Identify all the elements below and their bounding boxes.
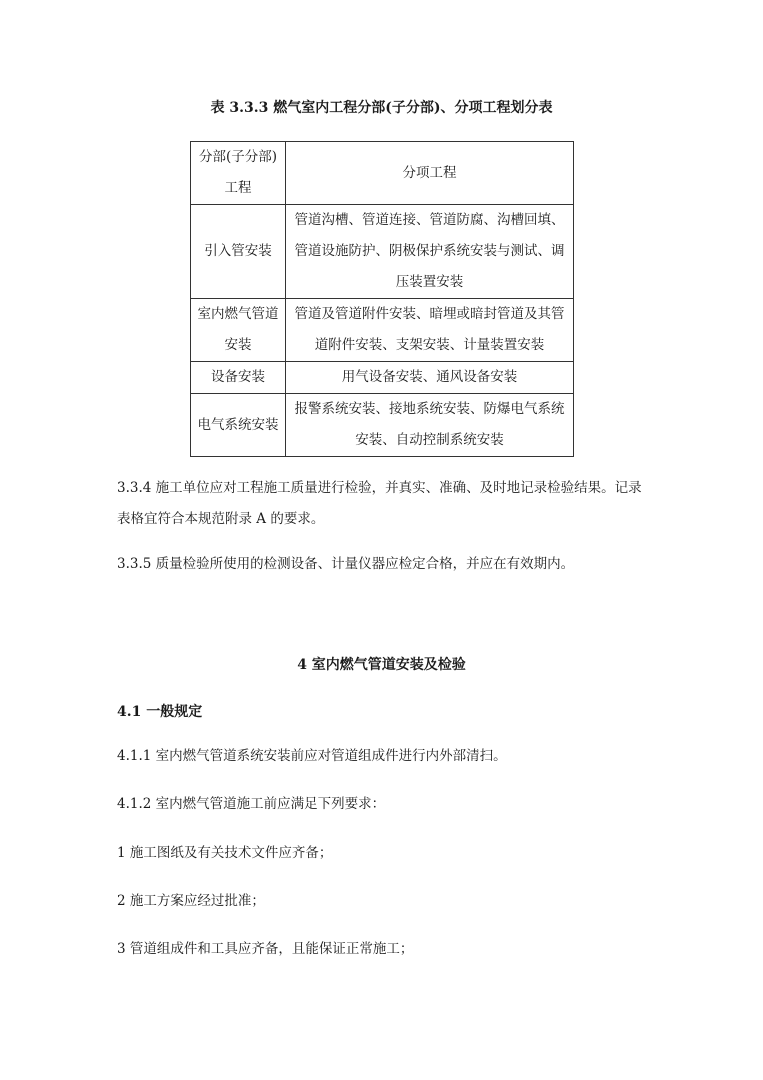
table-header-row xyxy=(191,142,574,205)
table-row xyxy=(191,299,574,362)
row-division: 设备安装 xyxy=(191,362,286,394)
list-item-2: 2 施工方案应经过批准； xyxy=(117,893,265,909)
table-row xyxy=(191,362,574,394)
row-items: 管道及管道附件安装、暗埋或暗封管道及其管道附件安装、支架安装、计量装置安装 xyxy=(286,299,574,362)
header-division: 分部(子分部)工程 xyxy=(191,142,286,205)
row-division: 引入管安装 xyxy=(191,205,286,299)
chapter-title: 4 室内燃气管道安装及检验 xyxy=(297,657,466,673)
row-division: 电气系统安装 xyxy=(191,394,286,457)
division-table xyxy=(190,141,574,457)
row-items: 用气设备安装、通风设备安装 xyxy=(286,362,574,394)
list-item-3: 3 管道组成件和工具应齐备，且能保证正常施工； xyxy=(117,941,414,957)
section-title: 4.1 一般规定 xyxy=(117,704,203,720)
paragraph-4-1-2: 4.1.2 室内燃气管道施工前应满足下列要求： xyxy=(117,796,386,812)
paragraph-4-1-1: 4.1.1 室内燃气管道系统安装前应对管道组成件进行内外部清扫。 xyxy=(117,748,507,764)
list-item-1: 1 施工图纸及有关技术文件应齐备； xyxy=(117,845,333,861)
table-row xyxy=(191,205,574,299)
table-title: 表 3.3.3 燃气室内工程分部(子分部)、分项工程划分表 xyxy=(210,100,553,116)
paragraph-3-3-5: 3.3.5 质量检验所使用的检测设备、计量仪器应检定合格，并应在有效期内。 xyxy=(117,556,575,572)
row-items: 管道沟槽、管道连接、管道防腐、沟槽回填、管道设施防护、阴极保护系统安装与测试、调压装置安装 xyxy=(286,205,574,299)
row-items: 报警系统安装、接地系统安装、防爆电气系统安装、自动控制系统安装 xyxy=(286,394,574,457)
paragraph-3-3-4: 3.3.4 施工单位应对工程施工质量进行检验，并真实、准确、及时地记录检验结果。记录表格宜符合本规范附录 A 的要求。 xyxy=(117,480,642,527)
header-items: 分项工程 xyxy=(286,142,574,205)
row-division: 室内燃气管道安装 xyxy=(191,299,286,362)
table-row xyxy=(191,394,574,457)
